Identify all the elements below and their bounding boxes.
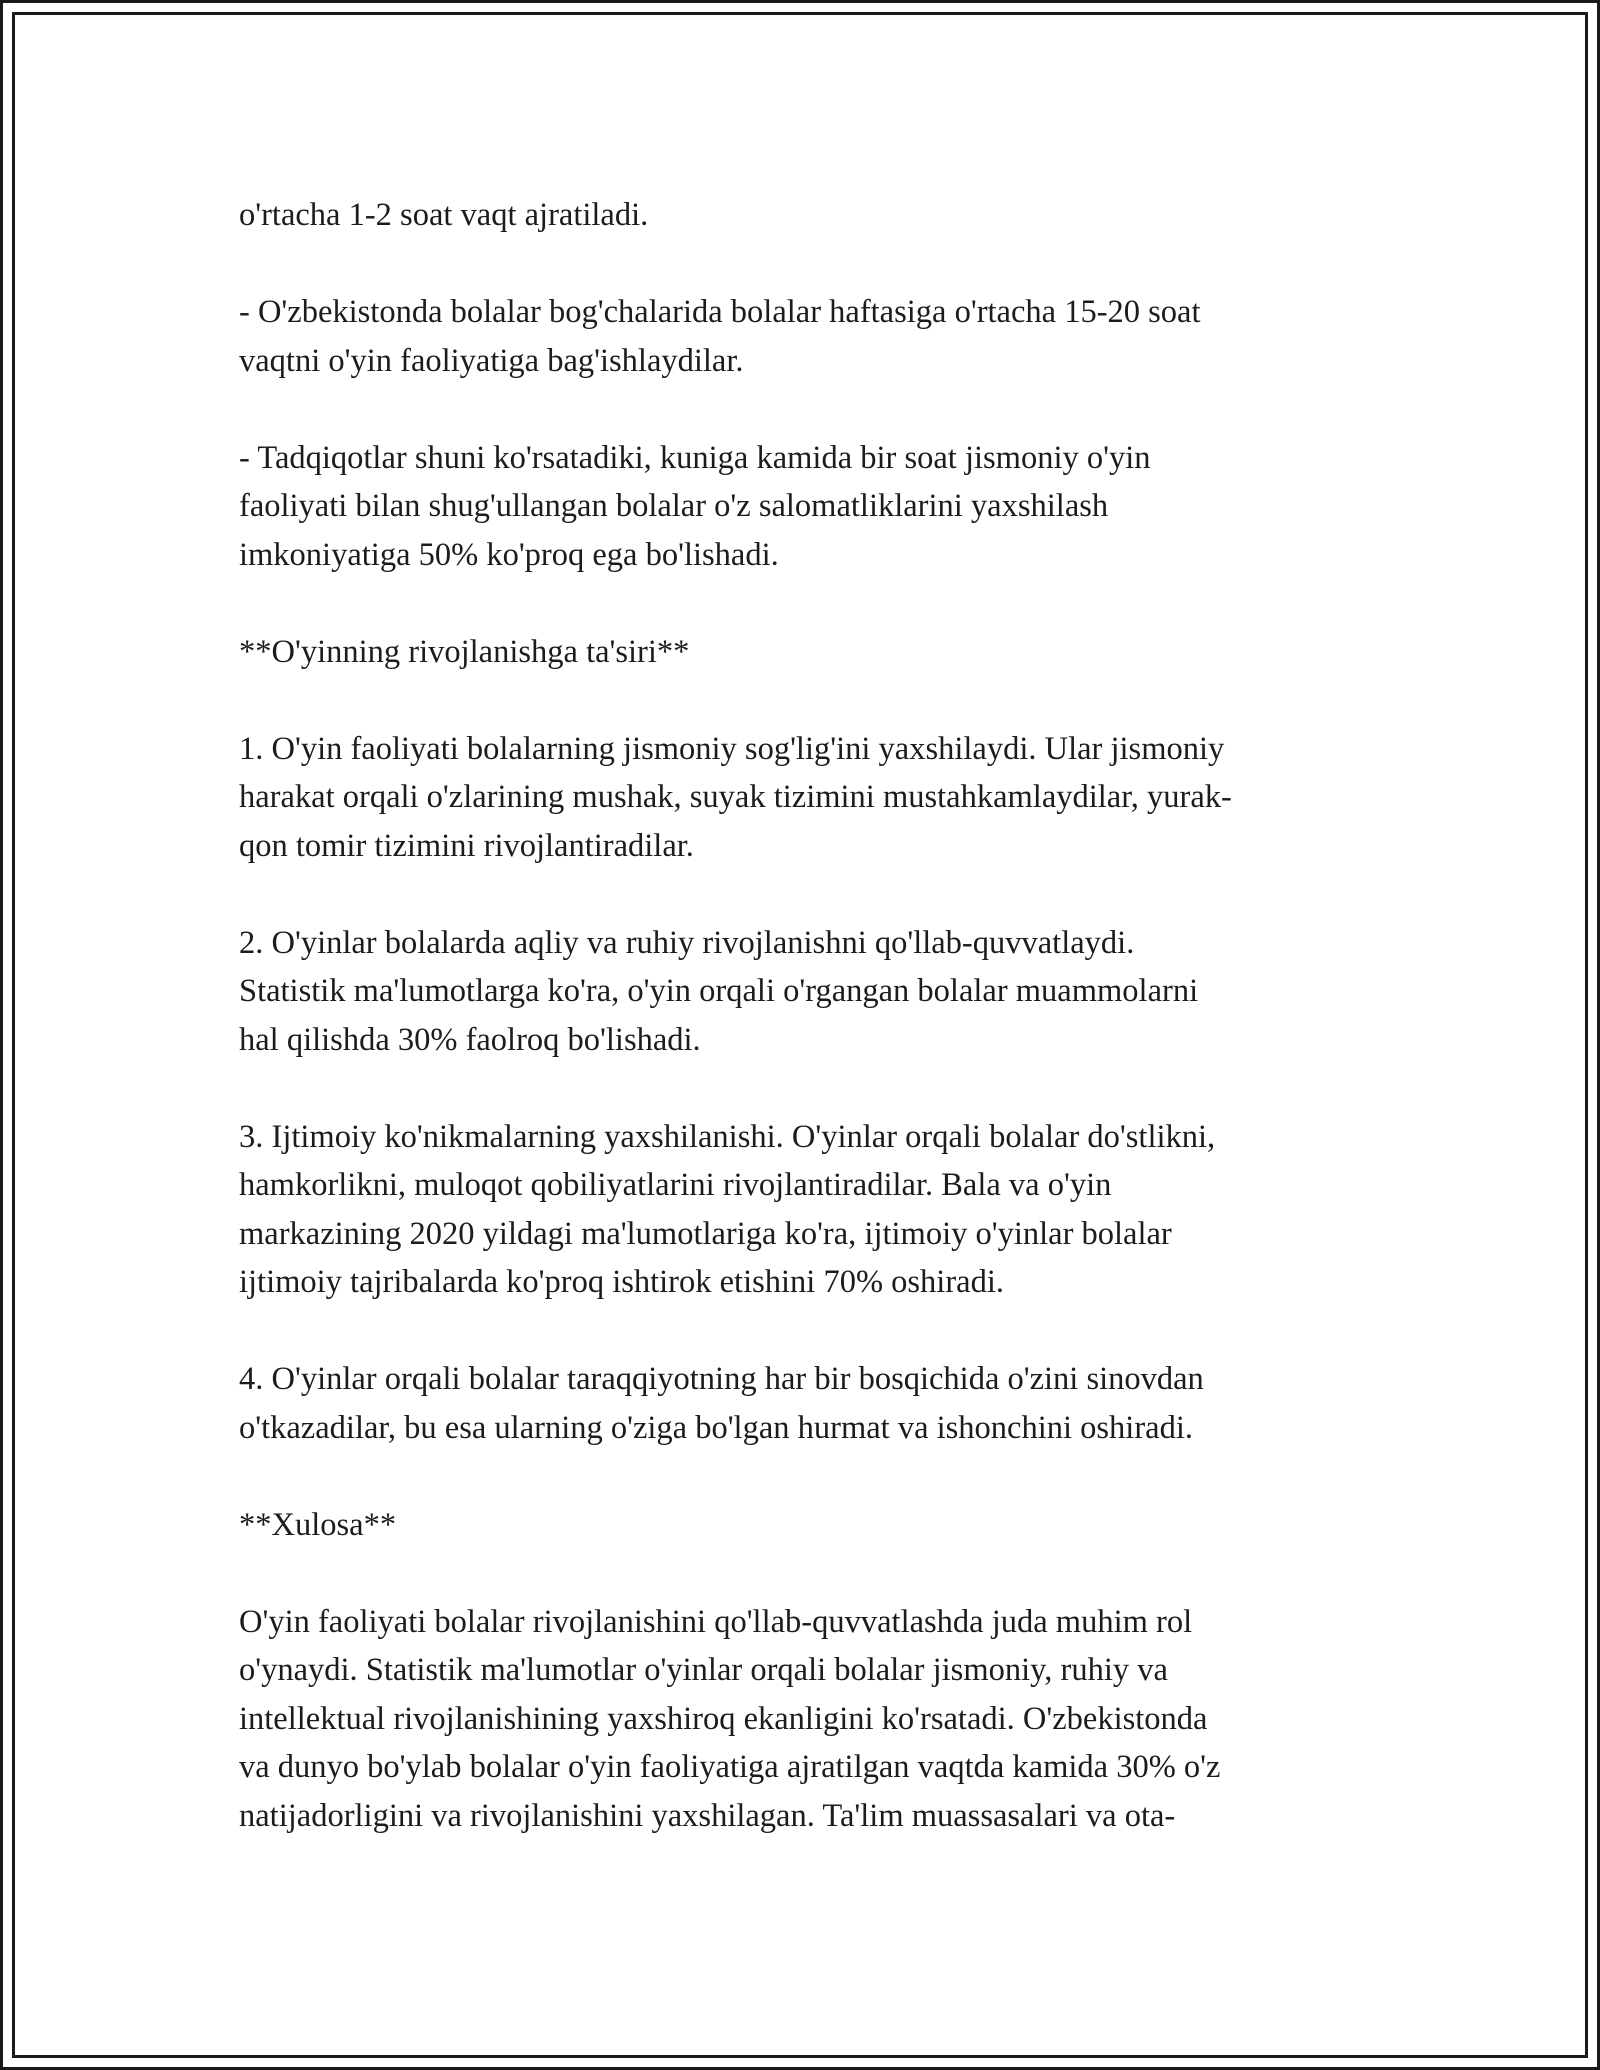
- bullet-research-physical-play: [239, 434, 1389, 580]
- text-line: markazining 2020 yildagi ma'lumotlariga ko'ra, ijtimoiy o'yinlar bolalar: [239, 1215, 1172, 1252]
- paragraph-gap: [239, 579, 1389, 628]
- text-line: o'rtacha 1-2 soat vaqt ajratiladi.: [239, 197, 649, 233]
- heading-play-development-impact: [239, 628, 1389, 677]
- text-line: imkoniyatiga 50% ko'proq ega bo'lishadi.: [239, 536, 779, 573]
- text-line: 1. O'yin faoliyati bolalarning jismoniy sog'lig'ini yaxshilaydi. Ular jismoniy: [239, 730, 1225, 767]
- text-line: o'ynaydi. Statistik ma'lumotlar o'yinlar orqali bolalar jismoniy, ruhiy va: [239, 1652, 1168, 1688]
- text-line: harakat orqali o'zlarining mushak, suyak tizimini mustahkamlaydilar, yurak-: [239, 779, 1232, 815]
- heading-conclusion: [239, 1501, 1389, 1550]
- paragraph-continuation: [239, 191, 1389, 240]
- paragraph-gap: [239, 1549, 1389, 1598]
- paragraph-gap: [239, 676, 1389, 725]
- text-line: 3. Ijtimoiy ko'nikmalarning yaxshilanishi. O'yinlar orqali bolalar do'stlikni,: [239, 1118, 1216, 1155]
- text-line: 2. O'yinlar bolalarda aqliy va ruhiy rivojlanishni qo'llab-quvvatlaydi.: [239, 924, 1135, 961]
- list-item-3: [239, 1113, 1389, 1307]
- paragraph-gap: [239, 385, 1389, 434]
- text-line: vaqtni o'yin faoliyatiga bag'ishlaydilar.: [239, 342, 744, 379]
- text-line: va dunyo bo'ylab bolalar o'yin faoliyatiga ajratilgan vaqtda kamida 30% o'z: [239, 1749, 1221, 1785]
- text-line: natijadorligini va rivojlanishini yaxshilagan. Ta'lim muassasalari va ota-: [239, 1797, 1176, 1834]
- section-heading: **O'yinning rivojlanishga ta'siri**: [239, 633, 690, 670]
- list-item-4: [239, 1355, 1389, 1452]
- paragraph-gap: [239, 1307, 1389, 1356]
- text-line: - Tadqiqotlar shuni ko'rsatadiki, kuniga kamida bir soat jismoniy o'yin: [239, 439, 1151, 476]
- paragraph-gap: [239, 1452, 1389, 1501]
- paragraph-gap: [239, 870, 1389, 919]
- text-line: faoliyati bilan shug'ullangan bolalar o'z salomatliklarini yaxshilash: [239, 488, 1109, 524]
- text-line: hal qilishda 30% faolroq bo'lishadi.: [239, 1021, 701, 1058]
- text-line: O'yin faoliyati bolalar rivojlanishini qo'llab-quvvatlashda juda muhim rol: [239, 1603, 1193, 1640]
- paragraph-gap: [239, 240, 1389, 289]
- text-line: Statistik ma'lumotlarga ko'ra, o'yin orqali o'rgangan bolalar muammolarni: [239, 973, 1199, 1009]
- bullet-uzbekistan-kindergartens: [239, 288, 1389, 385]
- document-body: [239, 191, 1389, 1840]
- section-heading: **Xulosa**: [239, 1506, 397, 1543]
- list-item-2: [239, 919, 1389, 1065]
- paragraph-gap: [239, 1064, 1389, 1113]
- text-line: qon tomir tizimini rivojlantiradilar.: [239, 827, 694, 864]
- text-line: - O'zbekistonda bolalar bog'chalarida bolalar haftasiga o'rtacha 15-20 soat: [239, 294, 1201, 330]
- text-line: 4. O'yinlar orqali bolalar taraqqiyotning har bir bosqichida o'zini sinovdan: [239, 1361, 1204, 1397]
- list-item-1: [239, 725, 1389, 871]
- text-line: ijtimoiy tajribalarda ko'proq ishtirok etishini 70% oshiradi.: [239, 1264, 1004, 1300]
- paragraph-conclusion: [239, 1598, 1389, 1841]
- text-line: intellektual rivojlanishining yaxshiroq ekanligini ko'rsatadi. O'zbekistonda: [239, 1700, 1208, 1737]
- text-line: o'tkazadilar, bu esa ularning o'ziga bo'lgan hurmat va ishonchini oshiradi.: [239, 1409, 1193, 1446]
- text-line: hamkorlikni, muloqot qobiliyatlarini rivojlantiradilar. Bala va o'yin: [239, 1167, 1112, 1203]
